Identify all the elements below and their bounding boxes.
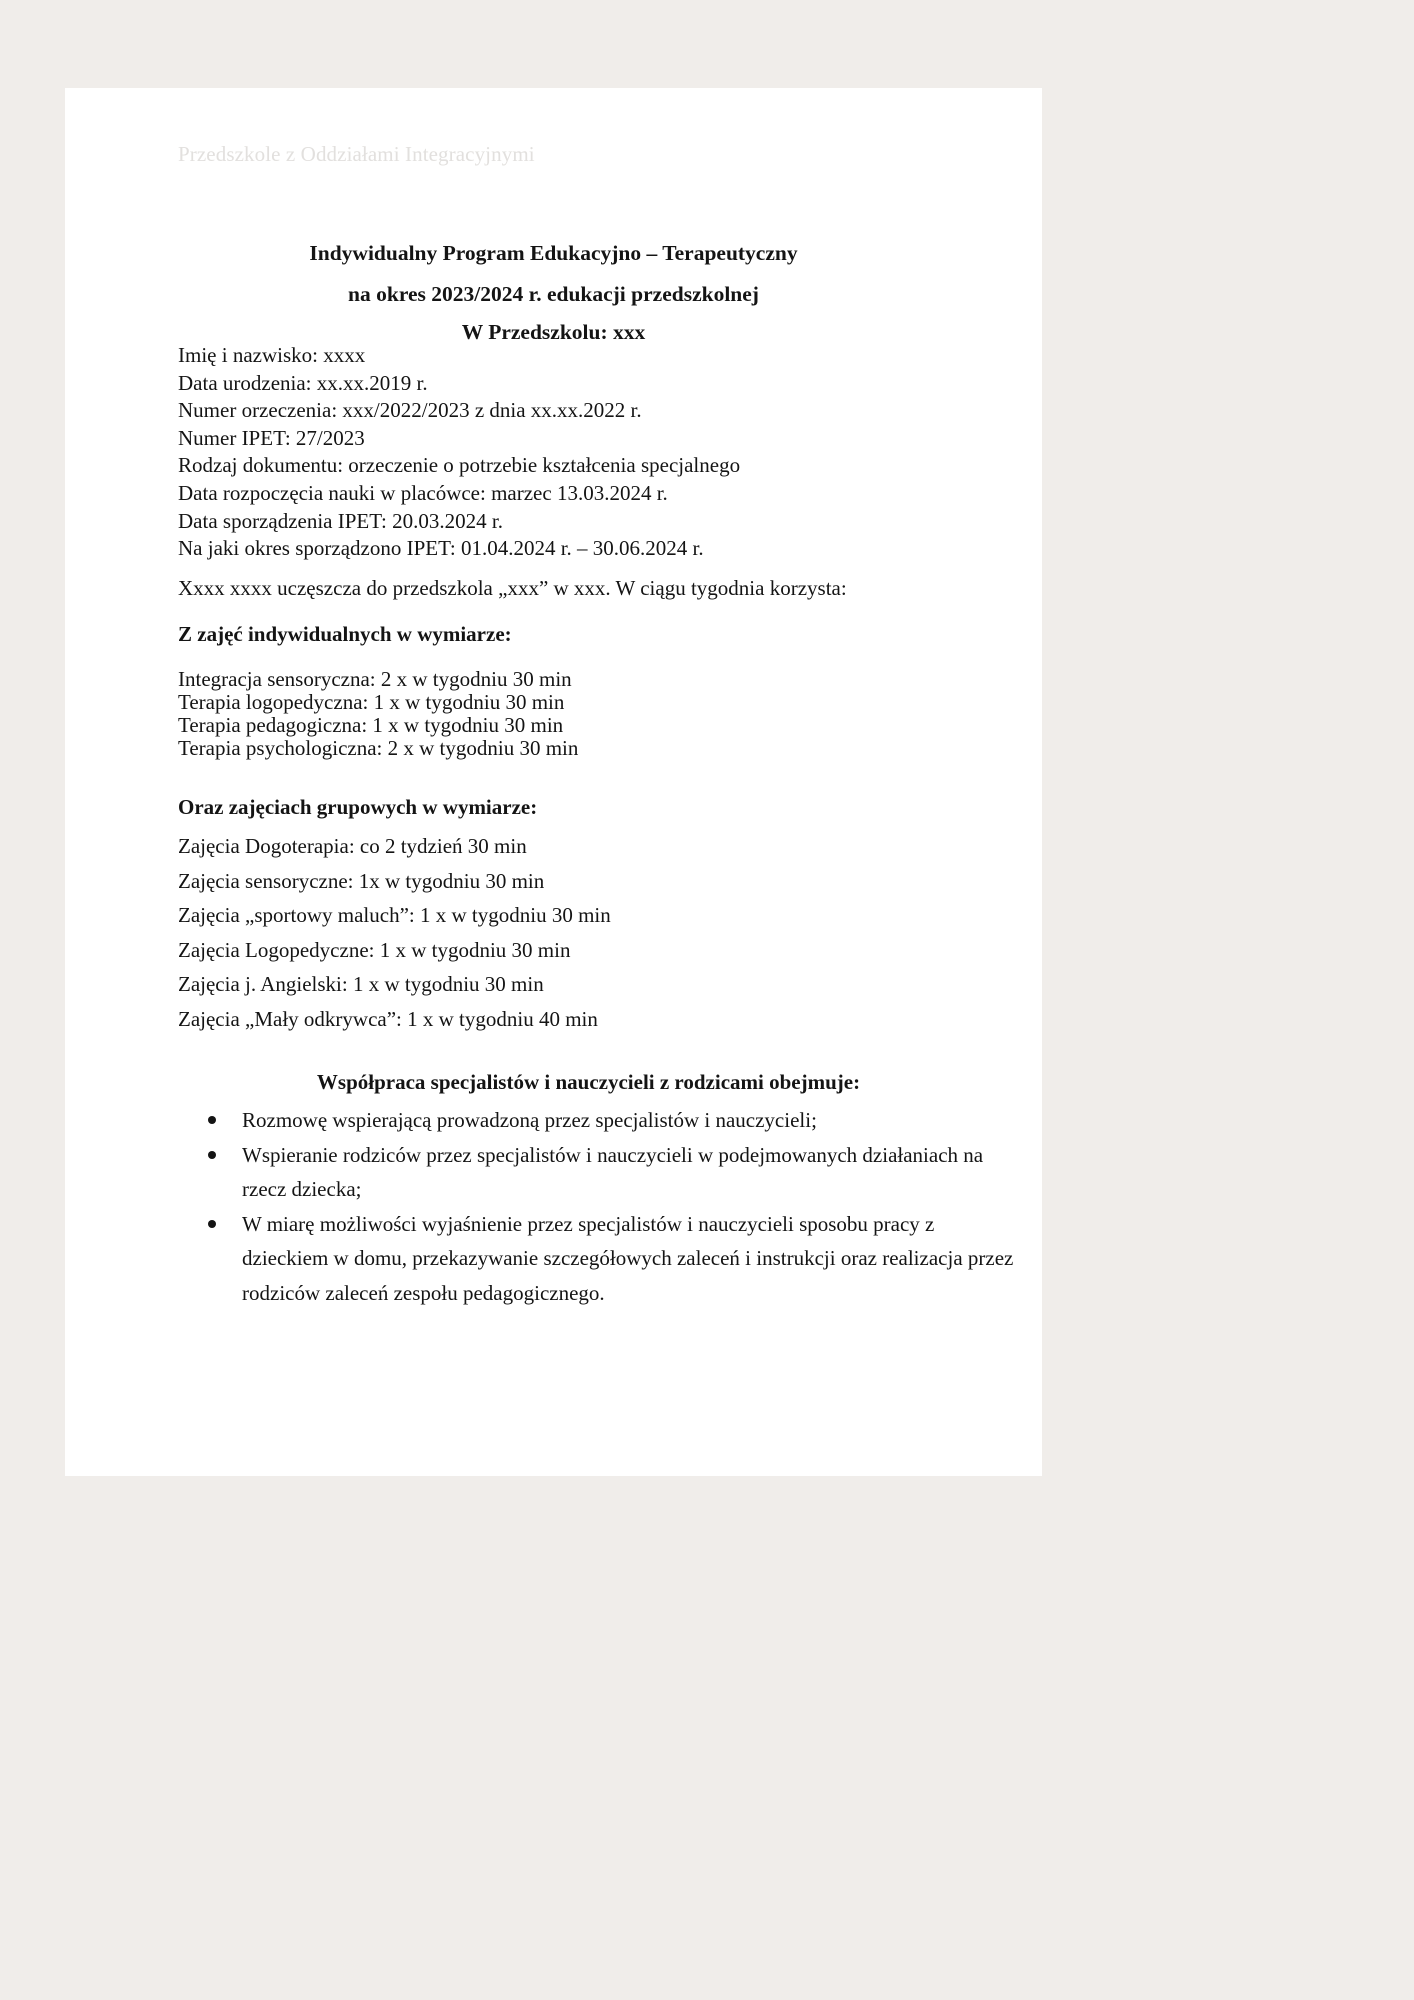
document-subtitle: W Przedszkolu: xxx [461, 320, 646, 344]
page-content [65, 88, 1042, 1476]
info-line-period: Na jaki okres sporządzono IPET: 01.04.2024 r. – 30.06.2024 r. [178, 536, 704, 561]
attendance-paragraph: Xxxx xxxx uczęszcza do przedszkola „xxx” w xxx. W ciągu tygodnia korzysta: [178, 576, 847, 600]
group-sessions-list [178, 829, 978, 1036]
group-item-sporty-toddler: Zajęcia „sportowy maluch”: 1 x w tygodniu 30 min [178, 903, 611, 927]
info-line-ruling-number: Numer orzeczenia: xxx/2022/2023 z dnia xx.xx.2022 r. [178, 398, 642, 423]
info-line-birthdate: Data urodzenia: xx.xx.2019 r. [178, 370, 428, 395]
individual-item-pedagogical: Terapia pedagogiczna: 1 x w tygodniu 30 min [178, 713, 564, 737]
group-item-speech: Zajęcia Logopedyczne: 1 x w tygodniu 30 min [178, 937, 571, 962]
info-line-preparation-date: Data sporządzenia IPET: 20.03.2024 r. [178, 508, 503, 533]
document-title-line-1: Indywidualny Program Edukacyjno – Terapeutyczny [309, 241, 798, 265]
group-item-sensory: Zajęcia sensoryczne: 1x w tygodniu 30 min [178, 868, 545, 893]
individual-sessions-list [178, 668, 978, 760]
group-item-dogotherapy: Zajęcia Dogoterapia: co 2 tydzień 30 min [178, 834, 527, 858]
individual-item-psychological: Terapia psychologiczna: 2 x w tygodniu 30 min [178, 736, 579, 760]
cooperation-item-text: W miarę możliwości wyjaśnienie przez specjalistów i nauczycieli sposobu pracy z dzieckiem w domu, przekazywanie szczegółowych zaleceń i instrukcji oraz realizacja przez rodziców zaleceń zespołu pedagogicznego. [242, 1211, 1014, 1305]
individual-item-sensory: Integracja sensoryczna: 2 x w tygodniu 30 min [178, 667, 572, 691]
group-item-english: Zajęcia j. Angielski: 1 x w tygodniu 30 min [178, 972, 544, 996]
document-title [65, 233, 1042, 315]
individual-item-speech: Terapia logopedyczna: 1 x w tygodniu 30 min [178, 690, 565, 714]
student-info-block [178, 342, 978, 563]
group-sessions-heading: Oraz zajęciach grupowych w wymiarze: [178, 795, 538, 819]
cooperation-item-text: Rozmowę wspierającą prowadzoną przez specjalistów i nauczycieli; [242, 1108, 817, 1132]
page-header-note: Przedszkole z Oddziałami Integracyjnymi [178, 142, 535, 166]
info-line-ipet-number: Numer IPET: 27/2023 [178, 425, 365, 450]
bullet-icon [208, 1220, 216, 1228]
cooperation-list [178, 1103, 1018, 1310]
document-title-line-2: na okres 2023/2024 r. edukacji przedszkolnej [348, 282, 759, 306]
individual-sessions-heading: Z zajęć indywidualnych w wymiarze: [178, 622, 512, 646]
list-item [178, 1138, 1018, 1207]
info-line-document-type: Rodzaj dokumentu: orzeczenie o potrzebie kształcenia specjalnego [178, 453, 741, 478]
info-line-name: Imię i nazwisko: xxxx [178, 343, 366, 367]
cooperation-item-text: Wspieranie rodziców przez specjalistów i nauczycieli w podejmowanych działaniach na rzecz dziecka; [242, 1142, 984, 1201]
cooperation-heading: Współpraca specjalistów i nauczycieli z rodzicami obejmuje: [316, 1070, 861, 1094]
info-line-start-date: Data rozpoczęcia nauki w placówce: marzec 13.03.2024 r. [178, 480, 668, 505]
bullet-icon [208, 1151, 216, 1159]
bullet-icon [208, 1116, 216, 1124]
document-page [65, 88, 1042, 1476]
list-item [178, 1207, 1018, 1311]
list-item [178, 1103, 1018, 1138]
group-item-little-explorer: Zajęcia „Mały odkrywca”: 1 x w tygodniu 40 min [178, 1006, 598, 1031]
